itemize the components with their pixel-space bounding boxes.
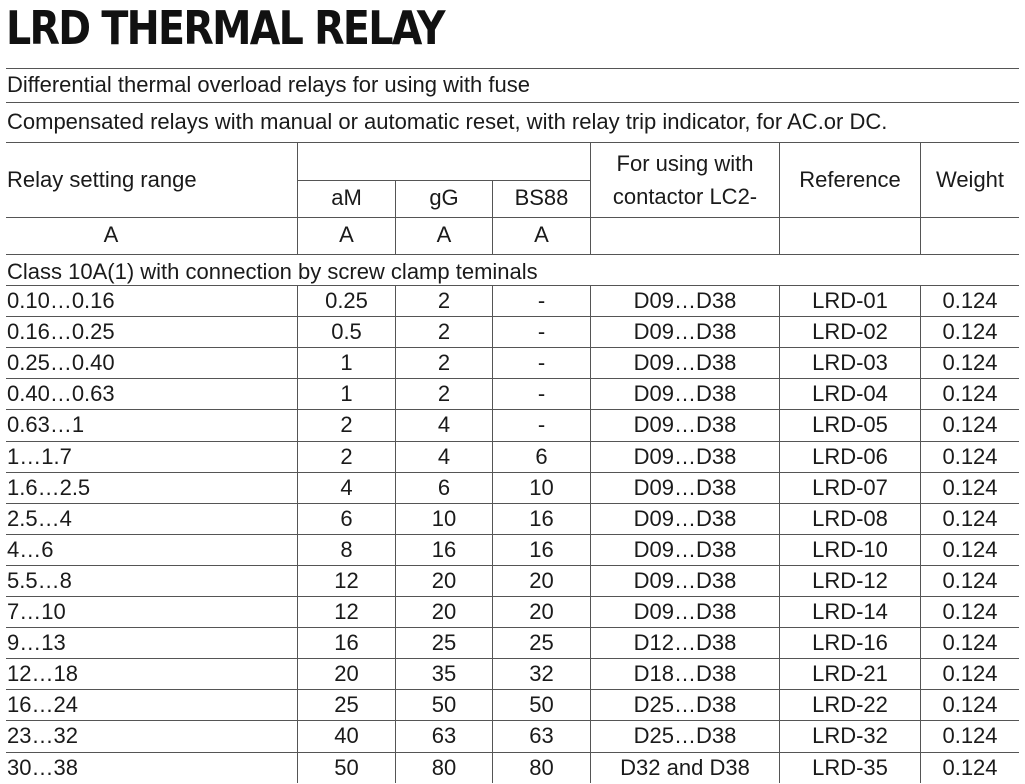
cell-reference: LRD-22 [812,692,888,718]
cell-contactor: D12…D38 [633,630,737,656]
cell-bs88: 16 [529,505,554,531]
description-line-2: Compensated relays with manual or automatic reset, with relay trip indicator, for AC.or DC. [7,109,888,134]
cell-contactor: D09…D38 [633,536,737,562]
cell-weight: 0.124 [942,474,998,500]
cell-weight: 0.124 [942,505,998,531]
table-row [6,721,1019,752]
table-row [6,597,1019,628]
cell-gg: 2 [437,381,451,407]
cell-range: 0.40…0.63 [7,381,115,407]
cell-contactor: D25…D38 [633,692,737,718]
cell-am: 2 [340,412,353,438]
cell-reference: LRD-05 [812,412,888,438]
cell-contactor: D09…D38 [633,350,737,376]
cell-reference: LRD-12 [812,567,888,593]
cell-weight: 0.124 [942,381,998,407]
cell-gg: 2 [437,288,451,313]
cell-gg: 4 [437,443,451,469]
cell-contactor: D09…D38 [633,567,737,593]
cell-gg: 10 [431,505,457,531]
cell-am: 40 [334,723,359,749]
cell-range: 12…18 [7,661,78,687]
cell-bs88: 25 [529,630,554,656]
cell-bs88: 10 [529,474,554,500]
cell-reference: LRD-01 [812,288,888,313]
unit-range: A [103,222,119,247]
cell-bs88: 32 [529,661,554,687]
cell-bs88: - [537,288,546,313]
cell-reference: LRD-03 [812,350,888,376]
table-row [6,379,1019,410]
unit-am: A [339,222,354,247]
header-range: Relay setting range [7,167,197,192]
cell-gg: 16 [431,536,457,562]
table-row [6,317,1019,348]
cell-am: 25 [334,692,359,718]
table-row [6,504,1019,535]
cell-weight: 0.124 [942,443,998,469]
cell-gg: 35 [431,661,457,687]
cell-weight: 0.124 [942,754,998,780]
table-row [6,628,1019,659]
cell-contactor: D32 and D38 [620,754,750,780]
cell-reference: LRD-35 [812,754,888,780]
cell-range: 1.6…2.5 [7,474,91,500]
cell-contactor: D09…D38 [633,412,737,438]
table-row [6,473,1019,504]
cell-bs88: - [537,319,546,345]
cell-range: 7…10 [7,599,66,624]
header-contactor-line-1: For using with [616,151,754,176]
header-weight: Weight [935,167,1005,192]
cell-reference: LRD-08 [812,505,888,531]
rule [6,68,1019,69]
cell-range: 9…13 [7,630,66,656]
unit-bs88: A [534,222,549,247]
rule [6,217,1019,218]
header-bs88: BS88 [514,185,569,210]
cell-am: 12 [334,567,359,593]
table-row [6,566,1019,597]
cell-gg: 4 [437,412,451,438]
cell-bs88: 63 [529,723,554,749]
cell-am: 4 [340,474,353,500]
cell-range: 4…6 [7,536,54,562]
cell-weight: 0.124 [942,599,998,624]
page-title: LRD THERMAL RELAY [6,1,444,55]
rule [6,142,1019,143]
cell-am: 2 [340,443,353,469]
cell-reference: LRD-06 [812,443,888,469]
cell-weight: 0.124 [942,412,998,438]
table-row [6,535,1019,566]
cell-bs88: 6 [535,443,548,469]
cell-range: 1…1.7 [7,443,72,469]
cell-am: 1 [340,350,353,376]
cell-range: 0.63…1 [7,412,85,438]
cell-am: 16 [334,630,359,656]
table-row [6,442,1019,473]
rule [298,180,591,181]
header-contactor-line-2: contactor LC2- [612,184,758,209]
cell-am: 12 [334,599,359,624]
cell-reference: LRD-32 [812,723,888,749]
cell-gg: 50 [431,692,457,718]
cell-gg: 20 [431,567,457,593]
cell-contactor: D09…D38 [633,381,737,407]
cell-weight: 0.124 [942,661,998,687]
cell-range: 0.10…0.16 [7,288,115,313]
cell-range: 30…38 [7,754,78,780]
cell-reference: LRD-07 [812,474,888,500]
cell-weight: 0.124 [942,692,998,718]
cell-bs88: 50 [529,692,554,718]
cell-weight: 0.124 [942,288,998,313]
cell-range: 5.5…8 [7,567,72,593]
rule [6,254,1019,255]
table-row [6,690,1019,721]
cell-bs88: - [537,350,546,376]
cell-gg: 80 [431,754,457,780]
cell-am: 20 [334,661,359,687]
cell-contactor: D09…D38 [633,505,737,531]
cell-weight: 0.124 [942,319,998,345]
cell-range: 2.5…4 [7,505,72,531]
cell-contactor: D25…D38 [633,723,737,749]
cell-gg: 25 [431,630,457,656]
table-row [6,286,1019,317]
cell-am: 50 [334,754,359,780]
cell-bs88: - [537,412,546,438]
cell-am: 1 [340,381,353,407]
class-label: Class 10A(1) with connection by screw clamp teminals [7,259,538,284]
cell-weight: 0.124 [942,723,998,749]
column-divider [920,143,921,254]
cell-reference: LRD-04 [812,381,888,407]
description-line-1: Differential thermal overload relays for using with fuse [7,72,530,97]
cell-range: 0.25…0.40 [7,350,115,376]
cell-contactor: D18…D38 [633,661,737,687]
cell-am: 0.5 [331,319,362,345]
cell-range: 0.16…0.25 [7,319,115,345]
column-divider [779,143,780,254]
table-row [6,659,1019,690]
cell-bs88: 20 [529,599,554,624]
cell-weight: 0.124 [942,630,998,656]
cell-weight: 0.124 [942,536,998,562]
cell-reference: LRD-02 [812,319,888,345]
cell-gg: 6 [437,474,451,500]
cell-reference: LRD-10 [812,536,888,562]
cell-reference: LRD-21 [812,661,888,687]
cell-reference: LRD-16 [812,630,888,656]
cell-bs88: 80 [529,754,554,780]
cell-gg: 63 [431,723,457,749]
unit-gg: A [436,222,452,247]
cell-contactor: D09…D38 [633,443,737,469]
cell-gg: 2 [437,319,451,345]
table-row [6,348,1019,379]
cell-contactor: D09…D38 [633,474,737,500]
cell-am: 0.25 [325,288,368,313]
cell-range: 23…32 [7,723,78,749]
cell-bs88: - [537,381,546,407]
table-row [6,410,1019,441]
cell-bs88: 20 [529,567,554,593]
cell-weight: 0.124 [942,567,998,593]
cell-contactor: D09…D38 [633,288,737,313]
rule [6,102,1019,103]
cell-weight: 0.124 [942,350,998,376]
header-reference: Reference [799,167,901,192]
cell-contactor: D09…D38 [633,319,737,345]
cell-gg: 2 [437,350,451,376]
cell-bs88: 16 [529,536,554,562]
cell-contactor: D09…D38 [633,599,737,624]
cell-gg: 20 [431,599,457,624]
cell-am: 8 [340,536,353,562]
header-am: aM [331,185,362,210]
header-gg: gG [429,185,459,210]
cell-range: 16…24 [7,692,78,718]
table-row [6,753,1019,784]
cell-reference: LRD-14 [812,599,888,624]
cell-am: 6 [340,505,353,531]
